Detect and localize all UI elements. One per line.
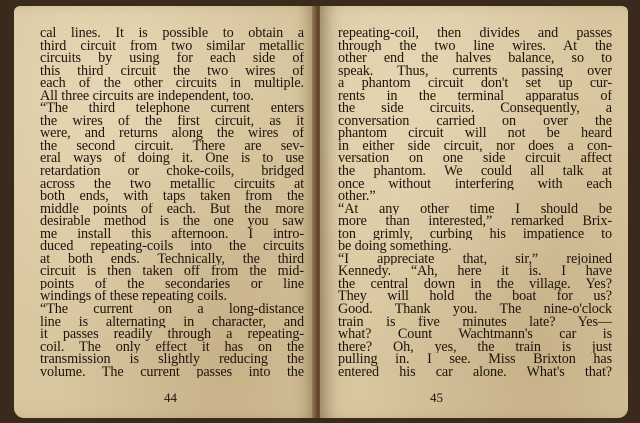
text-line: repeating-coil, then divides and passes xyxy=(338,27,612,40)
text-line: once without interfering with each xyxy=(338,177,612,191)
text-line: “I appreciate that, sir,” rejoined xyxy=(338,252,612,266)
text-line: All three circuits are independent, too. xyxy=(40,89,254,103)
text-line: circuits by using for each side of xyxy=(40,52,304,65)
text-line: at both ends. Technically, the third xyxy=(40,252,304,266)
text-line: points of the secondaries or line xyxy=(40,277,304,291)
text-line: the phantom. We could all talk at xyxy=(338,165,612,178)
text-line: train is five minutes late? Yes— xyxy=(338,315,612,329)
text-line: line is alternating in character, and xyxy=(40,315,304,329)
text-line: ton grimly, curbing his impatience to xyxy=(338,227,612,241)
text-line: versation on one side circuit affect xyxy=(338,152,612,166)
text-line: me install this afternoon. I intro- xyxy=(40,227,304,241)
text-line: “At any other time I should be xyxy=(338,202,612,216)
text-line: Good. Thank you. The nine-o'clock xyxy=(338,303,612,316)
text-line: windings of these repeating coils. xyxy=(40,290,227,304)
text-line: what? Count Wachtmann's car is xyxy=(338,328,612,341)
text-line: cal lines. It is possible to obtain a xyxy=(40,27,304,40)
left-page-text xyxy=(40,27,304,378)
text-line: circuit is then taken off from the mid- xyxy=(40,265,304,278)
text-line: Kennedy. “Ah, here it is. I have xyxy=(338,265,612,278)
text-line: a phantom circuit don't set up cur- xyxy=(338,77,612,90)
text-line: pulling in. I see. Miss Brixton has xyxy=(338,353,612,366)
text-line: coil. The only effect it has on the xyxy=(40,340,304,354)
text-line: eral ways of doing it. One is to use xyxy=(40,152,304,166)
text-line: more than interested,” remarked Brix- xyxy=(338,215,612,228)
text-line: “The current on a long-distance xyxy=(40,303,304,316)
text-line: conversation carried on over the xyxy=(338,114,612,128)
text-line: retardation or choke-coils, bridged xyxy=(40,165,304,178)
text-line: entered his car alone. What's that? xyxy=(338,365,612,379)
text-line: the side circuits. Consequently, a xyxy=(338,102,612,115)
text-line: phantom circuit will not be heard xyxy=(338,127,612,140)
text-line: other end the halves balance, so to xyxy=(338,52,612,65)
text-line: desirable method is the one you saw xyxy=(40,215,304,228)
text-line: duced repeating-coils into the circuits xyxy=(40,240,304,253)
text-line: the second circuit. There are sev- xyxy=(40,139,304,153)
right-page-text xyxy=(338,27,612,378)
text-line: were, and returns along the wires of xyxy=(40,127,304,140)
text-line: third circuit from two similar metallic xyxy=(40,39,304,53)
right-page xyxy=(320,6,628,418)
text-line: middle points of each. But the more xyxy=(40,202,304,216)
text-line: They will hold the boat for us? xyxy=(338,290,612,304)
left-page-number: 44 xyxy=(164,390,177,405)
text-line: across the two metallic circuits at xyxy=(40,177,304,191)
left-page xyxy=(14,6,316,418)
text-line: “The third telephone current enters xyxy=(40,102,304,115)
right-page-number: 45 xyxy=(430,390,443,405)
text-line: rents in the terminal apparatus of xyxy=(338,89,612,103)
text-line: be doing something. xyxy=(338,240,452,253)
text-line: through the two line wires. At the xyxy=(338,39,612,53)
text-line: transmission is slightly reducing the xyxy=(40,353,304,366)
text-line: there? Oh, yes, the train is just xyxy=(338,340,612,354)
text-line: both ends, with taps taken from the xyxy=(40,190,304,203)
text-line: it passes readily through a repeating- xyxy=(40,328,304,341)
text-line: the wires of the first circuit, as it xyxy=(40,114,304,128)
text-line: each of the other circuits in multiple. xyxy=(40,77,304,90)
text-line: this third circuit the two wires of xyxy=(40,64,304,78)
text-line: in either side circuit, nor does a con- xyxy=(338,139,612,153)
text-line: volume. The current passes into the xyxy=(40,365,304,379)
text-line: speak. Thus, currents passing over xyxy=(338,64,612,78)
text-line: the central down in the village. Yes? xyxy=(338,277,612,291)
text-line: other.” xyxy=(338,190,376,203)
